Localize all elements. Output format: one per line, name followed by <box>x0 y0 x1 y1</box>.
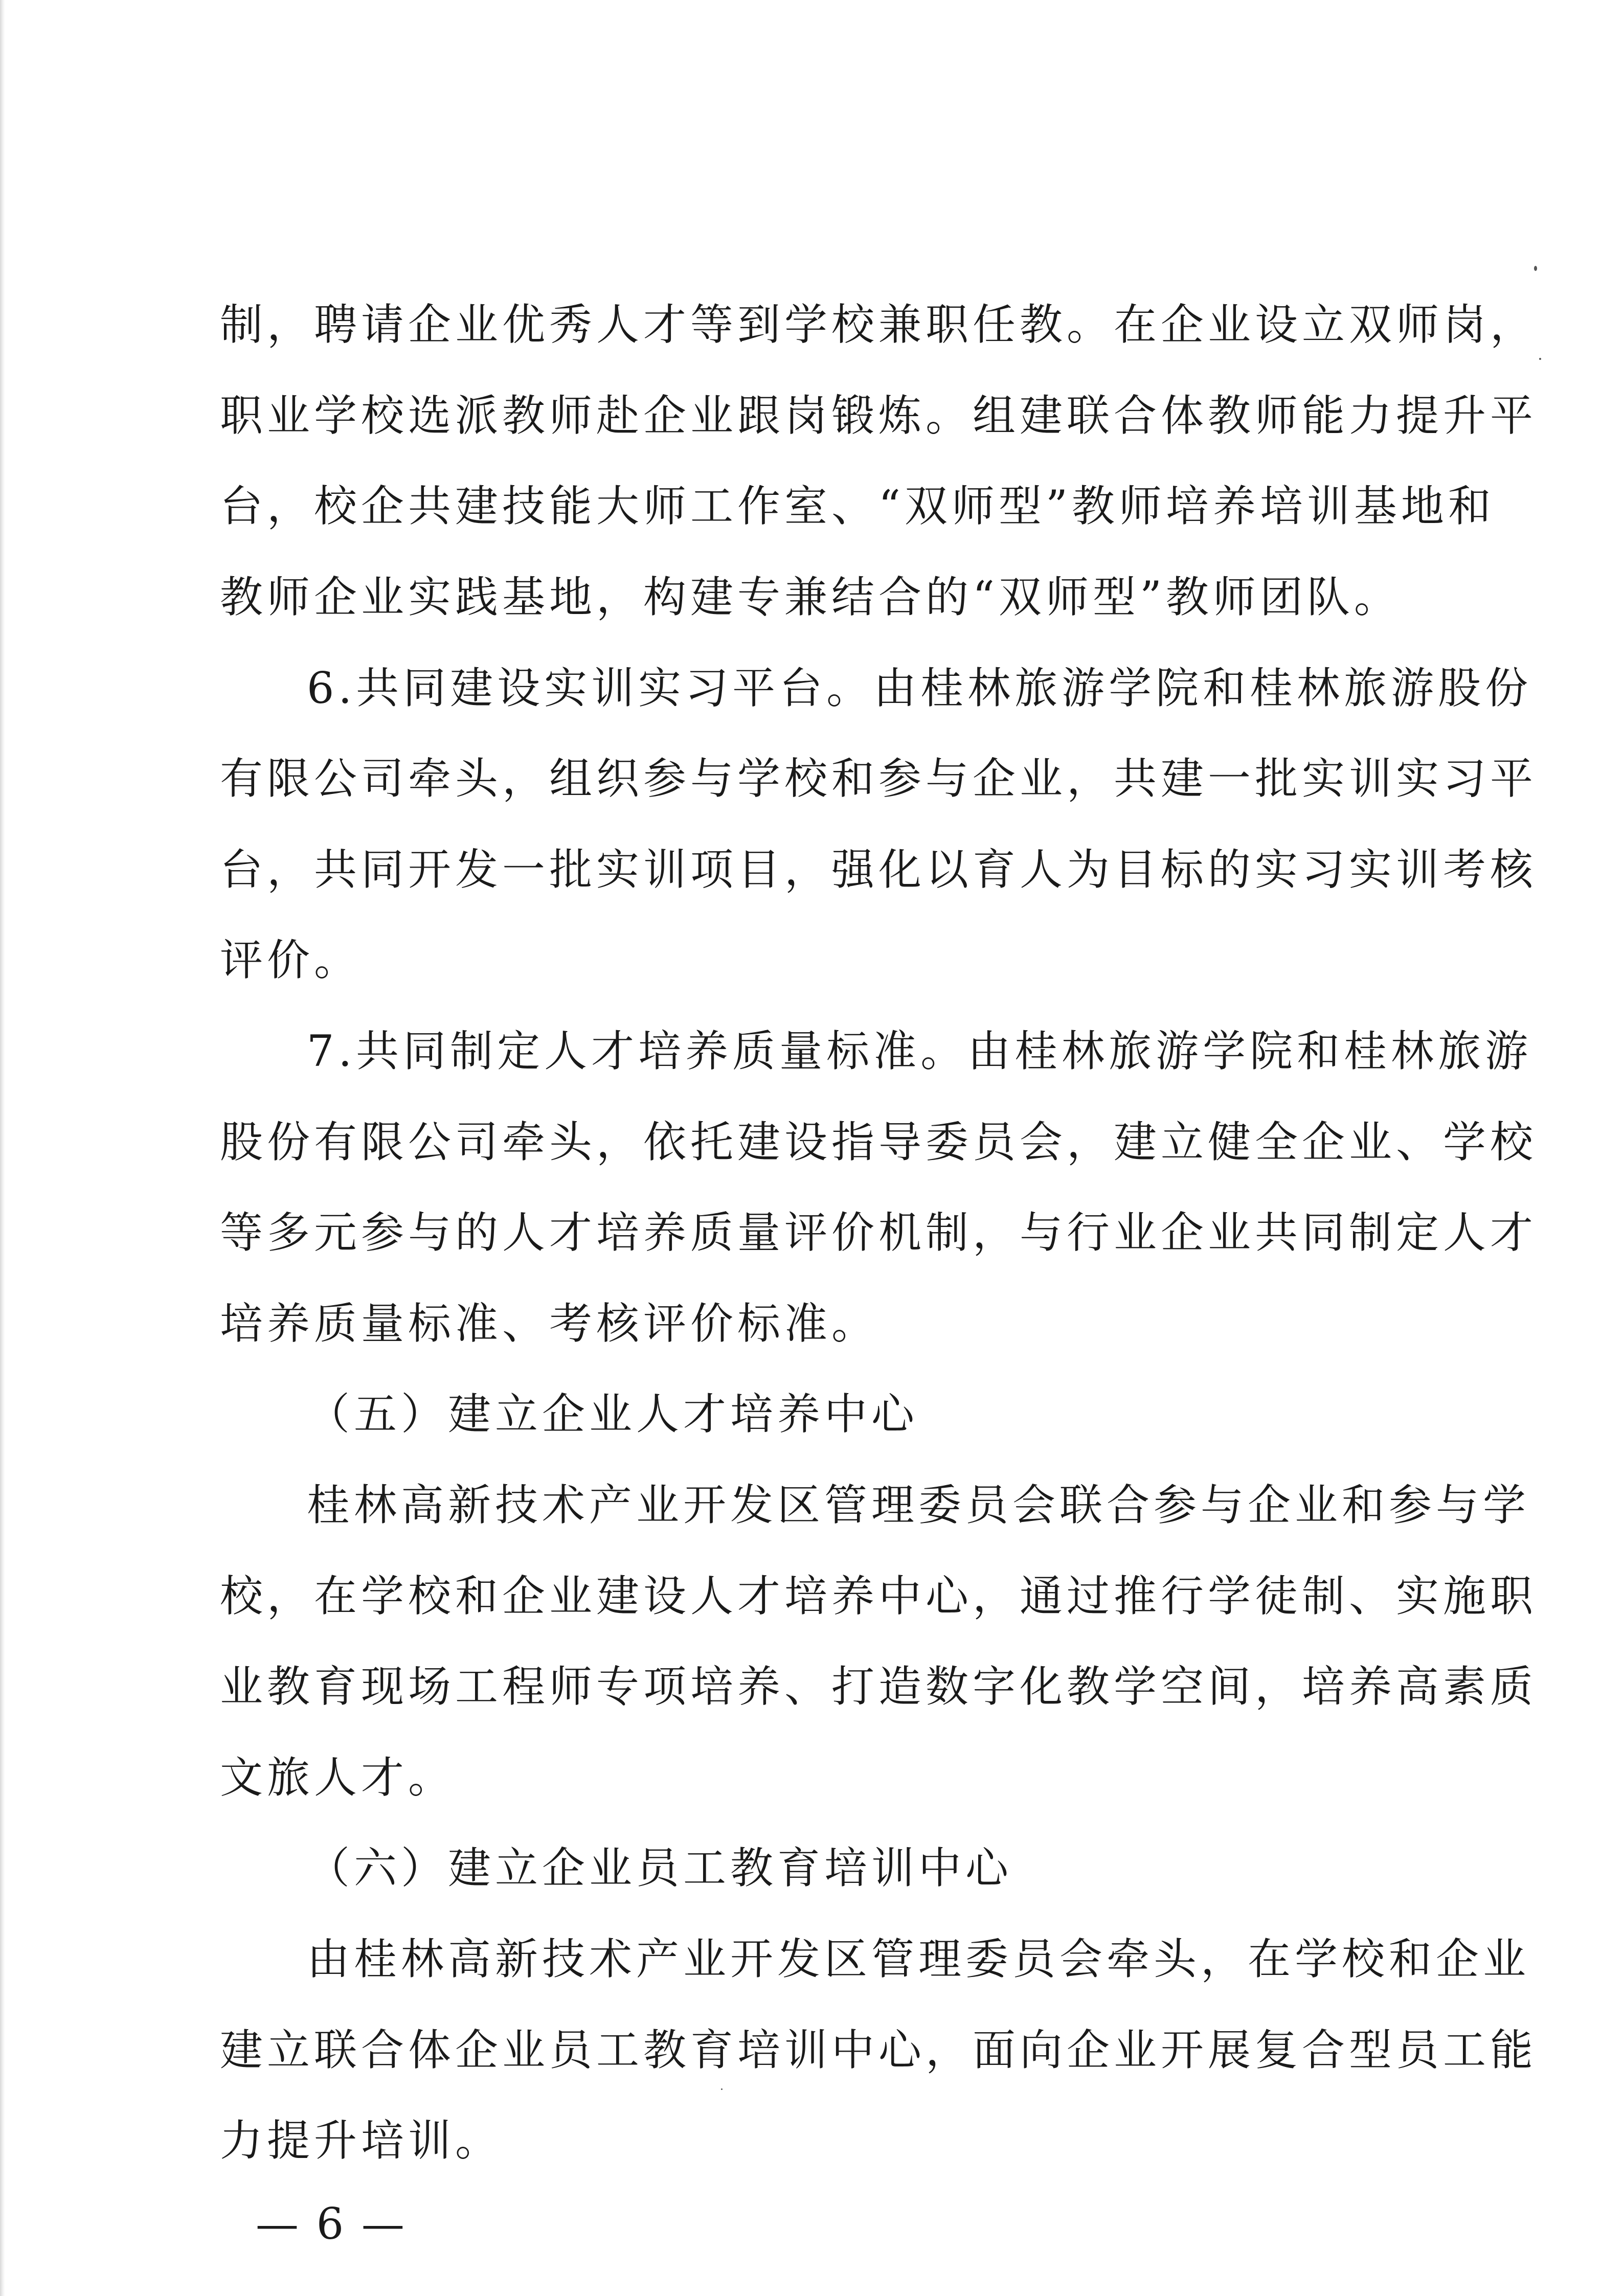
paragraph-start-line: 6.共同建设实训实习平台。由桂林旅游学院和桂林旅游股份 <box>307 663 1532 713</box>
text-line: 力提升培训。 <box>220 2116 503 2166</box>
text-line: 股份有限公司牵头，依托建设指导委员会，建立健全企业、学校 <box>220 1117 1538 1167</box>
text-line: 业教育现场工程师专项培养、打造数字化教学空间，培养高素质 <box>220 1662 1538 1712</box>
text-line: 评价。 <box>220 935 362 985</box>
text-line: 台，校企共建技能大师工作室、“双师型”教师培养培训基地和 <box>220 481 1495 531</box>
text-line: 建立联合体企业员工教育培训中心，面向企业开展复合型员工能 <box>220 2025 1538 2075</box>
text-line: 教师企业实践基地，构建专兼结合的“双师型”教师团队。 <box>220 572 1401 622</box>
paragraph-start-line: 7.共同制定人才培养质量标准。由桂林旅游学院和桂林旅游 <box>307 1026 1532 1076</box>
paragraph-start-line: 桂林高新技术产业开发区管理委员会联合参与企业和参与学 <box>307 1480 1530 1530</box>
text-line: 文旅人才。 <box>220 1753 456 1803</box>
text-line: 职业学校选派教师赴企业跟岗锻炼。组建联合体教师能力提升平 <box>220 391 1538 441</box>
text-line: 制，聘请企业优秀人才等到学校兼职任教。在企业设立双师岗， <box>220 300 1538 350</box>
scan-speck <box>1539 358 1541 360</box>
text-line: 校，在学校和企业建设人才培养中心，通过推行学徒制、实施职 <box>220 1571 1538 1621</box>
text-line: 有限公司牵头，组织参与学校和参与企业，共建一批实训实习平 <box>220 754 1538 804</box>
scan-edge <box>0 0 5 2296</box>
text-line: 培养质量标准、考核评价标准。 <box>220 1299 879 1349</box>
section-heading: （五）建立企业人才培养中心 <box>307 1389 919 1439</box>
page-number: — 6 — <box>256 2199 407 2249</box>
text-line: 台，共同开发一批实训项目，强化以育人为目标的实习实训考核 <box>220 845 1538 895</box>
text-line: 等多元参与的人才培养质量评价机制，与行业企业共同制定人才 <box>220 1208 1538 1258</box>
section-heading: （六）建立企业员工教育培训中心 <box>307 1843 1013 1893</box>
paragraph-start-line: 由桂林高新技术产业开发区管理委员会牵头，在学校和企业 <box>307 1934 1530 1984</box>
scan-speck <box>721 2088 723 2090</box>
scan-speck <box>1534 266 1537 271</box>
